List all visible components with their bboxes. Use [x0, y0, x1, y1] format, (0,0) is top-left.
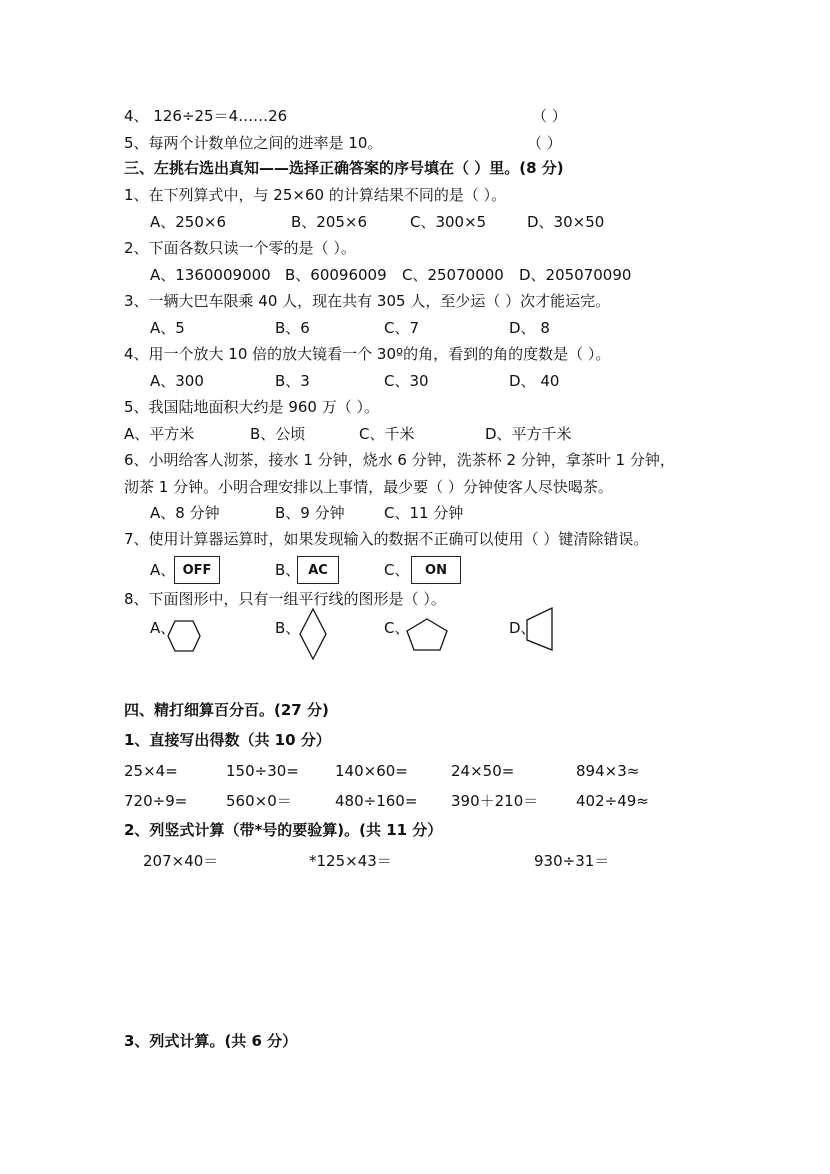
- q5-option-c: C、千米: [359, 425, 415, 443]
- q8-option-d-letter: D、: [509, 619, 536, 637]
- calc-1-2: 150÷30=: [226, 762, 299, 780]
- q7-stem: 7、使用计算器运算时，如果发现输入的数据不正确可以使用（ ）键清除错误。: [124, 530, 649, 548]
- vertical-calc-2: *125×43＝: [309, 852, 392, 870]
- vertical-calc-1: 207×40＝: [143, 852, 219, 870]
- q1-option-c: C、300×5: [410, 213, 487, 231]
- q7-option-a-letter: A、: [150, 561, 176, 579]
- section-3-title: 三、左挑右选出真知——选择正确答案的序号填在（ ）里。(8 分): [124, 159, 564, 177]
- q3-option-a: A、5: [150, 319, 185, 337]
- rhombus-icon: [298, 608, 328, 660]
- judge-item-5: 5、每两个计数单位之间的进率是 10。: [124, 134, 383, 152]
- q2-option-d: D、205070090: [519, 266, 632, 284]
- q6-option-b: B、9 分钟: [275, 504, 345, 522]
- q3-stem: 3、一辆大巴车限乘 40 人，现在共有 305 人，至少运（ ）次才能运完。: [124, 292, 611, 310]
- q6-option-a: A、8 分钟: [150, 504, 220, 522]
- q6-stem-line1: 6、小明给客人沏茶，接水 1 分钟，烧水 6 分钟，洗茶杯 2 分钟，拿茶叶 1 分钟，: [124, 451, 675, 469]
- judge-item-5-paren: （ ）: [527, 134, 562, 152]
- q2-option-b: B、60096009: [285, 266, 387, 284]
- calc-2-1: 720÷9=: [124, 792, 188, 810]
- section-4-title: 四、精打细算百分百。(27 分): [124, 701, 329, 719]
- q3-option-c: C、7: [384, 319, 420, 337]
- q8-option-b-letter: B、: [275, 619, 301, 637]
- ac-key-icon: AC: [297, 556, 339, 584]
- hexagon-icon: [166, 619, 202, 653]
- q4-option-b: B、3: [275, 372, 310, 390]
- q1-option-d: D、30×50: [527, 213, 605, 231]
- on-key-icon: ON: [411, 556, 461, 584]
- q6-option-c: C、11 分钟: [384, 504, 464, 522]
- q1-stem: 1、在下列算式中，与 25×60 的计算结果不同的是（ ）。: [124, 186, 507, 204]
- q4-option-d: D、 40: [509, 372, 560, 390]
- q5-option-a: A、平方米: [124, 425, 195, 443]
- q2-stem: 2、下面各数只读一个零的是（ ）。: [124, 239, 356, 257]
- calc-2-3: 480÷160=: [335, 792, 418, 810]
- vertical-calc-3: 930÷31＝: [534, 852, 610, 870]
- off-key-icon: OFF: [174, 556, 220, 584]
- calc-1-1: 25×4=: [124, 762, 178, 780]
- q5-option-d: D、平方千米: [485, 425, 572, 443]
- q8-option-a-letter: A、: [150, 619, 176, 637]
- q4-option-a: A、300: [150, 372, 204, 390]
- trapezoid-icon: [525, 606, 555, 652]
- q5-stem: 5、我国陆地面积大约是 960 万（ ）。: [124, 398, 379, 416]
- q7-option-c-letter: C、: [384, 561, 410, 579]
- q2-option-a: A、1360009000: [150, 266, 271, 284]
- q2-option-c: C、25070000: [402, 266, 504, 284]
- q8-stem: 8、下面图形中，只有一组平行线的图形是（ ）。: [124, 590, 446, 608]
- part-3-title: 3、列式计算。(共 6 分）: [124, 1032, 298, 1050]
- q8-option-c-letter: C、: [384, 619, 410, 637]
- q6-stem-line2: 沏茶 1 分钟。小明合理安排以上事情，最少要（ ）分钟使客人尽快喝茶。: [124, 478, 613, 496]
- calc-1-4: 24×50=: [451, 762, 515, 780]
- part-1-title: 1、直接写出得数（共 10 分）: [124, 731, 331, 749]
- q4-option-c: C、30: [384, 372, 429, 390]
- calc-2-5: 402÷49≈: [576, 792, 649, 810]
- calc-2-2: 560×0＝: [226, 792, 292, 810]
- calc-1-5: 894×3≈: [576, 762, 640, 780]
- q1-option-b: B、205×6: [291, 213, 368, 231]
- q3-option-d: D、 8: [509, 319, 550, 337]
- pentagon-icon: [405, 618, 449, 652]
- calc-2-4: 390＋210＝: [451, 792, 539, 810]
- q4-stem: 4、用一个放大 10 倍的放大镜看一个 30º的角，看到的角的度数是（ ）。: [124, 345, 611, 363]
- q5-option-b: B、公顷: [250, 425, 306, 443]
- calc-1-3: 140×60=: [335, 762, 408, 780]
- judge-item-4: 4、 126÷25＝4……26: [124, 107, 288, 125]
- q3-option-b: B、6: [275, 319, 310, 337]
- q1-option-a: A、250×6: [150, 213, 227, 231]
- judge-item-4-paren: （ ）: [532, 107, 567, 125]
- q7-option-b-letter: B、: [275, 561, 301, 579]
- part-2-title: 2、列竖式计算（带*号的要验算)。(共 11 分）: [124, 821, 443, 839]
